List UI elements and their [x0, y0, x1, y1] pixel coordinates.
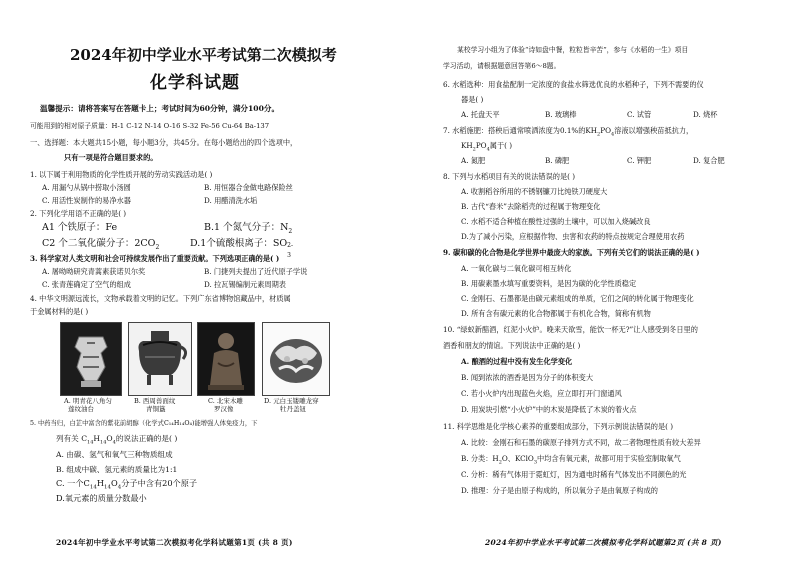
page-footer-left: 2024年初中学业水平考试第二次模拟考化学科试题第1页 (共 8 页)	[56, 538, 293, 547]
exam-title: 2024年初中学业水平考试第二次模拟考	[70, 46, 337, 64]
atomic-masses: 可能用到的相对原子质量：H-1 C-12 N-14 O-16 S-32 Fe-56 Cu-64 Ba-137	[30, 122, 270, 130]
bronze-vessel-icon	[129, 323, 191, 395]
artifact-image-b	[128, 322, 192, 396]
question-2: 2. 下列化学用语不正确的是( )	[30, 209, 127, 218]
q6-option-b: B. 玻璃棒	[545, 110, 577, 119]
page-footer-right: 2024年初中学业水平考试第二次模拟考化学科试题第2页 (共 8 页)	[485, 538, 722, 547]
q6-option-c: C. 试管	[627, 110, 652, 119]
q3-option-a: A. 屠呦呦研究青蒿素获诺贝尔奖	[42, 267, 146, 276]
intro-line2: 学习活动，请根据题意回答第6～8题。	[443, 62, 561, 70]
q1-option-a: A. 用漏勺从锅中捞取小汤圆	[42, 183, 131, 192]
caption-b-line1: B. 西周兽面纹	[134, 397, 176, 405]
q5-option-a: A. 由碳、氢气和氧气三种物质组成	[56, 450, 173, 459]
q7-option-d: D. 复合肥	[693, 156, 725, 165]
artifact-image-a	[60, 322, 122, 396]
q3-option-c: C. 张青莲确定了空气的组成	[42, 280, 131, 289]
artifact-image-c	[197, 322, 255, 396]
q11-option-a: A. 比较：金刚石和石墨的碳原子排列方式不同，故二者物理性质有较大差异	[461, 438, 701, 447]
q6-option-a: A. 托盘天平	[461, 110, 500, 119]
q5-option-b: B. 组成中碳、氢元素的质量比为1:1	[56, 465, 178, 474]
porcelain-icon	[61, 323, 121, 395]
q10-option-a: A. 酿酒的过程中没有发生化学变化	[461, 357, 573, 366]
q5-option-c: C. 一个$C_{14}H_{14}O_4$分子中含有20个原子	[56, 478, 198, 491]
section-heading: 一、选择题：本大题共15小题，每小题3分，共45分。在每小题给出的四个选项中，	[30, 138, 298, 147]
q8-option-c: C. 水稻不适合种植在酸性过强的土壤中，可以加入烧碱改良	[461, 217, 651, 226]
question-5: 5. 中药当归，白芷中富含的紫花前胡醇（化学式C₁₄H₁₄O₄)能增强人体免疫力，下	[30, 420, 258, 427]
q10-option-d: D. 用炭块引燃“小火炉”中的木炭是降低了木炭的着火点	[461, 405, 637, 414]
notice: 温馨提示：请将答案写在答题卡上；考试时间为60分钟，满分100分。	[40, 104, 280, 113]
page-right	[397, 0, 794, 565]
q10-option-b: B. 闻到浓浓的酒香是因为分子的体积变大	[461, 373, 594, 382]
question-11: 11. 科学思维是化学核心素养的重要组成部分，下列示例说法错误的是( )	[443, 422, 674, 431]
q8-option-a: A. 收割稻谷所用的不锈钢镰刀比纯铁刀硬度大	[461, 187, 608, 196]
question-4: 4. 中华文明源远流长，文物承载着文明的记忆。下列广东省博物馆藏品中，材质属	[30, 294, 291, 303]
q9-option-b: B. 用碳素墨水填写重要资料，是因为碳的化学性质稳定	[461, 279, 637, 288]
q1-option-d: D. 用醋清洗水垢	[204, 196, 258, 205]
question-9: 9. 碳和碳的化合物是化学世界中最庞大的家族。下列有关它们的说法正确的是( )	[443, 248, 700, 257]
question-10: 10. “绿蚁新醅酒，红泥小火炉。晚来天欲雪，能饮一杯无?”让人感受到冬日里的	[443, 325, 698, 334]
q11-option-d: D. 推理：分子是由原子构成的，所以氧分子是由氧原子构成的	[461, 486, 658, 495]
caption-c-line1: C. 北宋木雕	[208, 397, 243, 405]
question-6-cont: 器是( )	[461, 95, 484, 104]
q3-option-b: B. 门捷列夫提出了近代原子学说	[204, 267, 308, 276]
q11-option-c: C. 分析：稀有气体用于霓虹灯，因为通电时稀有气体发出不同颜色的光	[461, 470, 687, 479]
question-8: 8. 下列与水稻项目有关的说法错误的是( )	[443, 172, 576, 181]
section-heading-2: 只有一项是符合题目要求的。	[64, 153, 158, 162]
q3-option-d: D. 拉瓦锡编制元素周期表	[204, 280, 286, 289]
wood-statue-icon	[198, 323, 254, 395]
q9-option-c: C. 金刚石、石墨都是由碳元素组成的单质，它们之间的转化属于物理变化	[461, 294, 694, 303]
q8-option-d: D.为了减小污染，应根据作物、虫害和农药的特点按规定合理使用农药	[461, 232, 685, 241]
jade-carving-icon	[263, 323, 329, 395]
question-10-cont: 酒香和朋友的情谊。下列说法中正确的是( )	[443, 341, 581, 350]
q1-option-c: C. 用活性炭制作的易净水器	[42, 196, 131, 205]
caption-d-line1: D. 元白玉镂雕龙穿	[264, 397, 319, 405]
q7-option-b: B. 磷肥	[545, 156, 570, 165]
question-7-cont: $KH_2PO_4$属于( )	[461, 141, 513, 153]
caption-b-line2: 青铜簋	[146, 405, 166, 413]
q9-option-d: D. 所有含有碳元素的化合物都属于有机化合物，简称有机物	[461, 309, 651, 318]
question-7: 7. 水稻施肥：搭秧后通常喷洒浓度为0.1%的$KH_2PO_4$溶液以增强秧苗抵抗力，	[443, 126, 694, 138]
q5-option-d: D.氧元素的质量分数最小	[56, 493, 147, 503]
q1-option-b: B. 用恒器合金做电路保险丝	[204, 183, 293, 192]
q2-option-a: A1 个铁原子：Fe	[42, 222, 118, 233]
q10-option-c: C. 若小火炉内出现蓝色火焰，应立即打开门窗通风	[461, 389, 622, 398]
question-4-cont: 于金属材料的是( )	[30, 307, 89, 316]
caption-a-line1: A. 明青花八角匀	[64, 397, 112, 405]
q11-option-b: B. 分类：$H_2O$、KClO$_3$中均含有氧元素，故都可用于实验室制取氧气	[461, 454, 681, 466]
question-1: 1. 以下属于利用物质的化学性质开展的劳动实践活动是( )	[30, 170, 213, 179]
q7-option-c: C. 钾肥	[627, 156, 652, 165]
q7-option-a: A. 氮肥	[461, 156, 486, 165]
caption-d-line2: 牡丹盖钮	[280, 405, 306, 413]
intro-line1: 某校学习小组为了体验“诗如盘中餐，粒粒皆辛苦”，参与《水稻的一生》项目	[457, 46, 689, 54]
artifact-image-d	[262, 322, 330, 396]
question-5-stem: 列有关 $C_{14}H_{14}O_4$的说法正确的是( )	[56, 434, 178, 446]
caption-a-line2: 莲纹油台	[68, 405, 94, 413]
question-3: 3. 科学家对人类文明和社会可持续发展作出了重要贡献。下列选项正确的是( )	[30, 254, 280, 263]
q2-option-d: D.1个硫酸根离子：SO 2- 3	[190, 238, 293, 259]
exam-subtitle: 化学科试题	[150, 73, 240, 93]
q8-option-b: B. 古代“舂米”去除稻壳的过程属于物理变化	[461, 202, 601, 211]
q6-option-d: D. 烧杯	[693, 110, 718, 119]
q2-option-b: B.1 个氮气分子：$N_2$	[204, 222, 293, 235]
q9-option-a: A. 一氧化碳与二氧化碳可相互转化	[461, 264, 572, 273]
caption-c-line2: 罗汉像	[214, 405, 234, 413]
q2-option-c: C2 个二氧化碳分子：$2CO_2$	[42, 238, 160, 251]
question-6: 6. 水稻选种：用食盐配制一定浓度的食盐水筛选优良的水稻种子，下列不需要的仪	[443, 80, 704, 89]
